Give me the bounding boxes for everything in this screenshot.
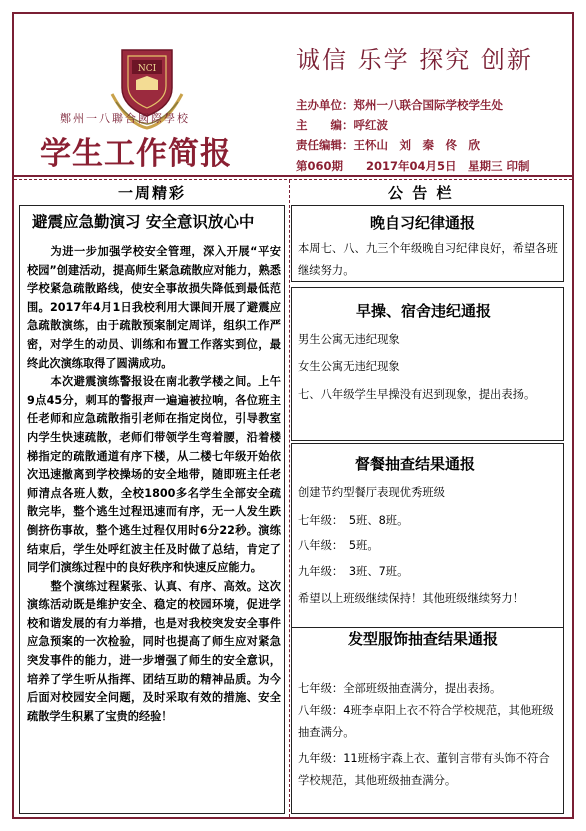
article-paragraph: 本次避震演练警报设在南北教学楼之间。上午9点45分，刺耳的警报声一遍遍被拉响，各位班主任老师和应急疏散指引老师在指定岗位，引导教室内学生快速疏散，老师们带领学生弯着腰，沿着楼梯指定的疏散通道有序下楼，从二楼七年级开始依次迅速撤离到学校操场的安全地带，随即班主任老师清点各班人数，全校1800多名学生全部安全疏散完毕，整个逃生过程迅速而有序，无一人发生跌倒挤伤事故，整个逃生过程仅用时6分22秒。演练结束后，学生处呼红波主任及时做了总结，肯定了同学们演练过程中的良好秩序和快速反应能力。: [27, 375, 281, 575]
header-divider-dashed: [14, 179, 572, 180]
article-body: [27, 243, 281, 726]
newsletter-title: 学生工作简报: [40, 136, 232, 172]
article-paragraph: 整个演练过程紧张、认真、有序、高效。这次演练活动既是维护安全、稳定的校园环境，促进学校和谐发展的有力举措，也是对我校突发安全事件应急预案的一次检验，同时也提高了师生应对紧急突发事件的能力，进一步增强了师生的安全意识，培养了学生听从指挥、团结互助的精神品质。为今后面对校园安全问题，及时采取有效的措施、安全疏散学生积累了宝贵的经验！: [27, 579, 281, 723]
logo-text: NCI: [137, 64, 157, 74]
notice-title-morning-dorm: 早操、宿舍违纪通报: [356, 302, 492, 320]
chief-editor: 主 编：呼红波: [296, 118, 388, 132]
notice-line: 创建节约型餐厅表现优秀班级: [298, 486, 445, 499]
notice-line: 希望以上班级继续保持！其他班级继续努力！: [298, 592, 524, 605]
column-divider: [289, 180, 290, 817]
notice-line: 八年级：4班李卓阳上衣不符合学校规范，其他班级抽查满分。: [298, 704, 554, 739]
notice-text-evening-study: 本周七、八、九三个年级晚自习纪律良好，希望各班继续努力。: [298, 242, 558, 277]
notice-title-dining: 督餐抽查结果通报: [355, 455, 476, 473]
issue-info: 第060期 2017年04月5日 星期三 印制: [296, 159, 530, 173]
notice-line: 七年级：全部班级抽查满分，提出表扬。: [298, 682, 502, 695]
notice-line: 七、八年级学生早操没有迟到现象，提出表扬。: [298, 388, 536, 401]
section-weekly-highlights: 一周精彩: [118, 184, 187, 202]
school-name: 鄭州一八聯合國際學校: [60, 112, 190, 125]
article-paragraph: 为进一步加强学校安全管理，深入开展“平安校园”创建活动，提高师生紧急疏散应对能力，熟悉学校紧急疏散路线，使安全事故损失降低到最低范围。2017年4月1日我校利用大课间开展了避震应急疏散演练，由于疏散预案制定周详，组织工作严密，对学生的动员、训练和布置工作落实到位，最终此次演练取得了圆满成功。: [27, 245, 281, 370]
notice-line: 八年级： 5班。: [298, 539, 379, 552]
article-title: 避震应急勤演习 安全意识放心中: [32, 213, 255, 231]
responsible-editors: 责任编辑：王怀山 刘 秦 佟 欣: [296, 138, 480, 152]
header-divider: [14, 175, 572, 177]
notice-line: 九年级：11班杨宇森上衣、董钊言带有头饰不符合学校规范，其他班级抽查满分。: [298, 752, 550, 787]
school-motto: 诚信 乐学 探究 创新: [296, 46, 533, 74]
notice-title-appearance: 发型服饰抽查结果通报: [348, 630, 499, 648]
notice-title-evening-study: 晚自习纪律通报: [370, 214, 476, 232]
notice-line: 七年级： 5班、8班。: [298, 514, 409, 527]
section-bulletin-board: 公 告 栏: [388, 184, 454, 202]
host-unit: 主办单位：郑州一八联合国际学校学生处: [296, 98, 503, 112]
notice-line: 男生公寓无违纪现象: [298, 333, 400, 346]
notice-line: 女生公寓无违纪现象: [298, 360, 400, 373]
notice-line: 九年级： 3班、7班。: [298, 565, 409, 578]
